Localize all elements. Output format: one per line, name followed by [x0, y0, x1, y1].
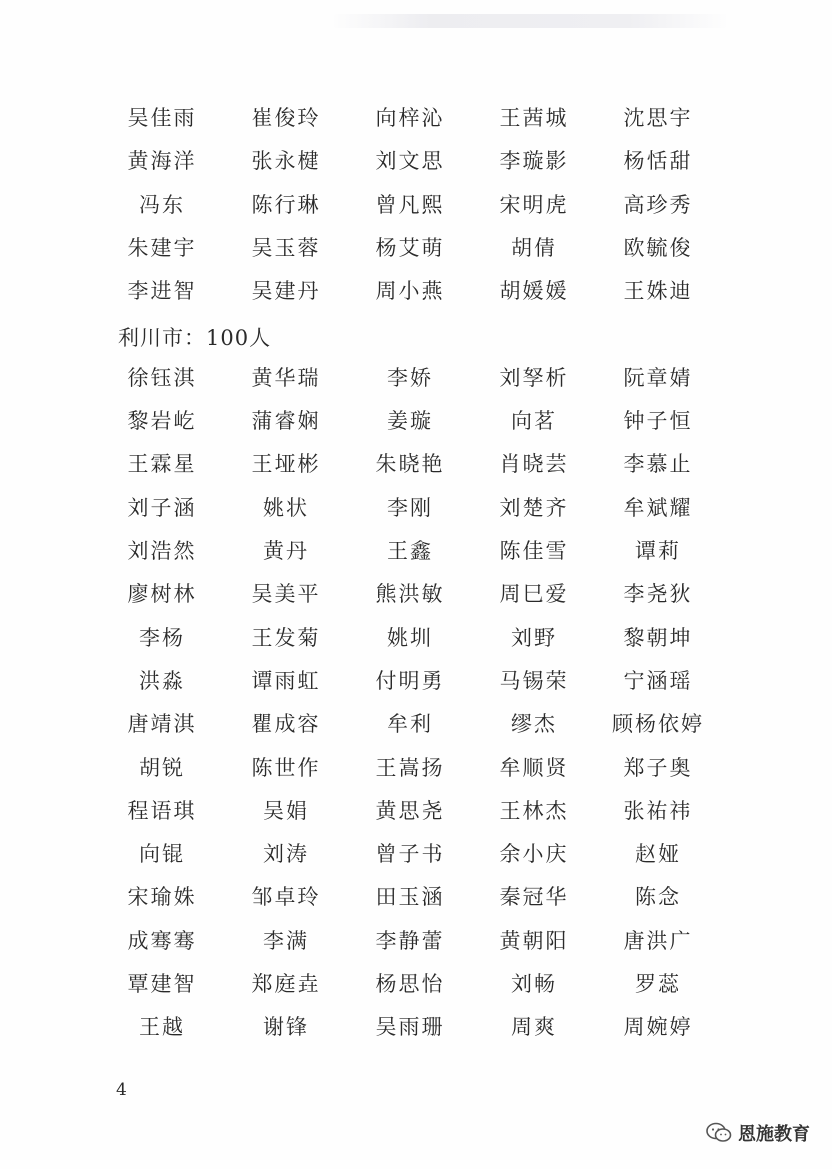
name-cell: 周巳爱: [499, 582, 569, 607]
name-cell: 姚圳: [387, 625, 433, 650]
name-cell: 覃建智: [127, 972, 197, 996]
name-cell: 郑庭垚: [251, 972, 321, 996]
name-cell: 田玉涵: [375, 885, 445, 910]
name-cell: 黎朝坤: [623, 625, 693, 650]
name-cell: 冯东: [139, 192, 185, 217]
name-cell: 洪淼: [139, 668, 185, 693]
name-row: [100, 144, 720, 178]
name-cell: 李慕止: [623, 452, 693, 477]
name-row: [100, 837, 720, 871]
name-cell: 李娇: [387, 365, 433, 390]
name-row: [100, 274, 720, 308]
name-cell: 向锟: [139, 842, 185, 867]
name-row: [100, 534, 720, 568]
name-cell: 王茜城: [499, 106, 569, 130]
name-cell: 胡倩: [511, 235, 557, 260]
name-cell: 余小庆: [499, 842, 569, 867]
name-cell: 吴玉蓉: [251, 235, 321, 260]
name-cell: 秦冠华: [499, 885, 569, 910]
name-row: [100, 751, 720, 785]
name-cell: 李满: [263, 928, 309, 953]
name-cell: 胡锐: [139, 755, 185, 780]
name-cell: 王垭彬: [251, 452, 321, 477]
wechat-icon: [706, 1122, 732, 1144]
name-cell: 杨恬甜: [623, 149, 693, 174]
name-cell: 黄思尧: [375, 798, 445, 823]
name-cell: 瞿成容: [251, 712, 321, 737]
name-cell: 王鑫: [387, 539, 433, 563]
name-cell: 谢锋: [263, 1015, 309, 1040]
name-cell: 朱晓艳: [375, 452, 445, 477]
name-cell: 沈思宇: [623, 106, 693, 130]
name-cell: 王林杰: [499, 798, 569, 823]
name-cell: 黄海洋: [127, 149, 197, 174]
name-cell: 李静蕾: [375, 928, 445, 953]
name-cell: 李璇影: [499, 149, 569, 174]
name-cell: 唐洪广: [623, 928, 693, 953]
section-heading: 利川市：100人: [118, 326, 272, 350]
name-cell: 曾凡熙: [375, 192, 445, 217]
name-row: [100, 1010, 720, 1044]
name-cell: 王发菊: [251, 625, 321, 650]
name-cell: 唐靖淇: [127, 712, 197, 737]
name-cell: 熊洪敏: [375, 582, 445, 607]
name-cell: 陈念: [635, 885, 681, 910]
name-cell: 罗蕊: [635, 972, 681, 996]
name-cell: 陈佳雪: [499, 539, 569, 563]
name-cell: 宁涵瑶: [623, 668, 693, 693]
name-cell: 顾杨依婷: [612, 712, 704, 737]
name-cell: 牟利: [387, 712, 433, 737]
name-cell: 成骞骞: [127, 928, 197, 953]
name-cell: 欧毓俊: [623, 235, 693, 260]
name-cell: 阮章婧: [623, 365, 693, 390]
name-cell: 王越: [139, 1015, 185, 1040]
name-cell: 周爽: [511, 1015, 557, 1040]
name-cell: 钟子恒: [623, 409, 693, 434]
name-cell: 刘楚齐: [499, 495, 569, 520]
name-cell: 郑子奥: [623, 755, 693, 780]
name-cell: 邹卓玲: [251, 885, 321, 910]
name-row: [100, 707, 720, 741]
name-cell: 肖晓芸: [499, 452, 569, 477]
name-row: [100, 404, 720, 438]
name-cell: 杨思怡: [375, 972, 445, 996]
name-cell: 李刚: [387, 495, 433, 520]
name-cell: 缪杰: [511, 712, 557, 737]
name-row: [100, 924, 720, 958]
name-cell: 刘子涵: [127, 495, 197, 520]
name-cell: 付明勇: [375, 668, 445, 693]
name-cell: 胡媛媛: [499, 279, 569, 304]
name-cell: 马锡荣: [499, 668, 569, 693]
name-row: [100, 621, 720, 655]
name-cell: 向茗: [511, 409, 557, 434]
name-cell: 黄朝阳: [499, 928, 569, 953]
name-row: [100, 188, 720, 222]
name-row: [100, 967, 720, 1001]
name-cell: 周小燕: [375, 279, 445, 304]
name-cell: 牟顺贤: [499, 755, 569, 780]
name-row: [100, 664, 720, 698]
name-cell: 曾子书: [375, 842, 445, 867]
watermark: [706, 1120, 810, 1146]
name-cell: 蒲睿娴: [251, 409, 321, 434]
name-cell: 陈行琳: [251, 192, 321, 217]
name-cell: 宋瑜姝: [127, 885, 197, 910]
name-cell: 黎岩屹: [127, 409, 197, 434]
name-cell: 杨艾萌: [375, 235, 445, 260]
name-cell: 陈世作: [251, 755, 321, 780]
name-cell: 廖树林: [127, 582, 197, 607]
name-cell: 吴佳雨: [127, 106, 197, 130]
name-cell: 周婉婷: [623, 1015, 693, 1040]
name-cell: 张永楗: [251, 149, 321, 174]
name-cell: 吴雨珊: [375, 1015, 445, 1040]
name-row: [100, 447, 720, 481]
name-cell: 姚状: [263, 495, 309, 520]
name-cell: 吴建丹: [251, 279, 321, 304]
name-cell: 吴美平: [251, 582, 321, 607]
page-number: 4: [116, 1080, 127, 1100]
name-cell: 王嵩扬: [375, 755, 445, 780]
name-cell: 刘孥析: [499, 365, 569, 390]
name-row: [100, 231, 720, 265]
name-cell: 谭莉: [635, 539, 681, 563]
name-row: [100, 361, 720, 395]
watermark-text: 恩施教育: [738, 1124, 810, 1145]
name-cell: 王姝迪: [623, 279, 693, 304]
name-cell: 刘浩然: [127, 539, 197, 563]
name-row: [100, 101, 720, 135]
name-cell: 王霖星: [127, 452, 197, 477]
name-cell: 牟斌耀: [623, 495, 693, 520]
name-cell: 崔俊玲: [251, 106, 321, 130]
name-cell: 李进智: [127, 279, 197, 304]
name-cell: 高珍秀: [623, 192, 693, 217]
name-cell: 刘畅: [511, 972, 557, 996]
name-cell: 宋明虎: [499, 192, 569, 217]
name-row: [100, 794, 720, 828]
name-cell: 李杨: [139, 625, 185, 650]
name-cell: 朱建宇: [127, 235, 197, 260]
name-cell: 黄华瑞: [251, 365, 321, 390]
scan-smudge: [330, 14, 730, 28]
name-cell: 刘文思: [375, 149, 445, 174]
name-cell: 黄丹: [263, 539, 309, 563]
name-cell: 张祐祎: [623, 798, 693, 823]
name-cell: 吴娟: [263, 798, 309, 823]
name-cell: 李尧狄: [623, 582, 693, 607]
name-cell: 赵娅: [635, 842, 681, 867]
name-cell: 刘野: [511, 625, 557, 650]
name-cell: 程语琪: [127, 798, 197, 823]
name-cell: 姜璇: [387, 409, 433, 434]
name-cell: 徐钰淇: [127, 365, 197, 390]
name-row: [100, 491, 720, 525]
name-cell: 向梓沁: [375, 106, 445, 130]
name-cell: 谭雨虹: [251, 668, 321, 693]
name-cell: 刘涛: [263, 842, 309, 867]
name-row: [100, 880, 720, 914]
name-row: [100, 577, 720, 611]
